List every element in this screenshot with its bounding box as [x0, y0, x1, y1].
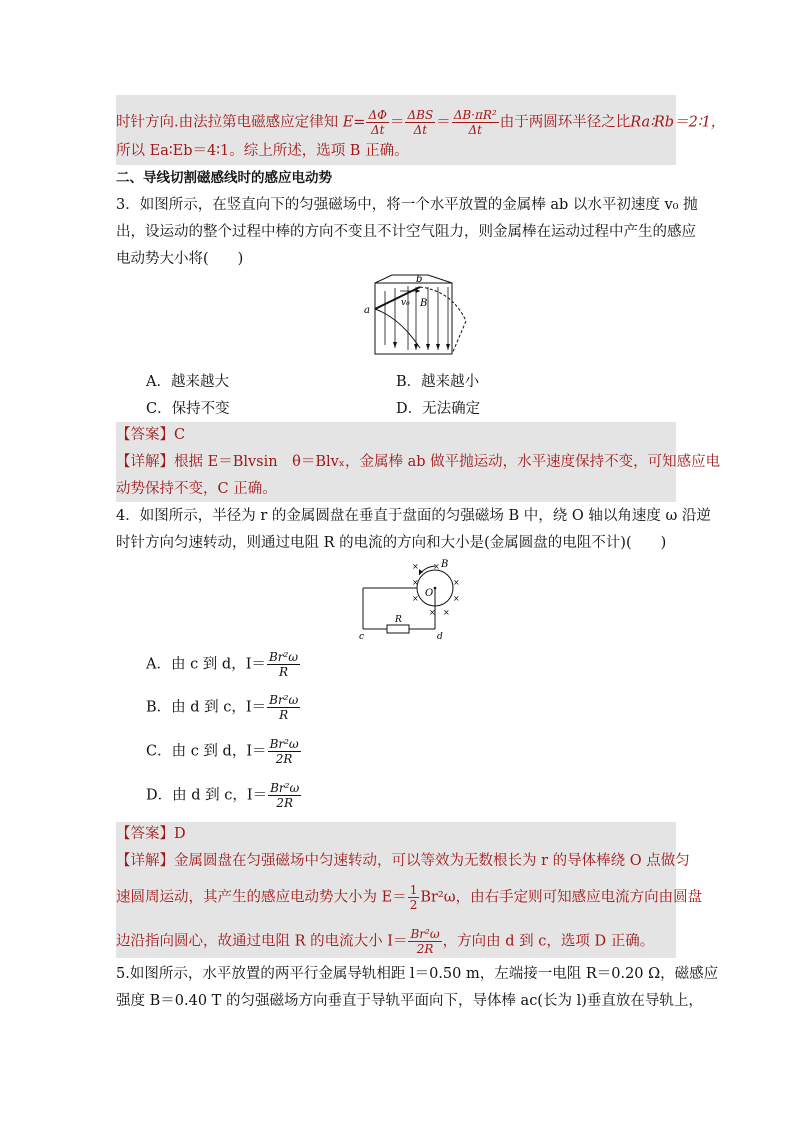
fraction-dphi-dt: $\frac{\Delta\Phi}{\Delta t}$ — [368, 108, 387, 137]
q3-label-b: b — [416, 274, 423, 285]
q4-detail-line1: 【详解】金属圆盘在匀强磁场中匀速转动，可以等效为无数根长为 r 的导体棒绕 O 点做匀 — [116, 853, 690, 869]
q4-answer: 【答案】D — [116, 826, 186, 842]
prev-answer-text-a: 时针方向.由法拉第电磁感应定律知 — [116, 114, 339, 131]
q4-option-B[interactable]: B．由 d 到 c，I＝ $\frac{\text{Br²ω}}{R}$ — [146, 693, 299, 722]
q3-detail-line1: 【详解】根据 E＝Blvsin θ＝Blvₓ，金属棒 ab 做平抛运动，水平速度保持不变，可知感应电 — [116, 454, 721, 470]
q3-detail-line2: 动势保持不变，C 正确。 — [116, 481, 277, 497]
q4-option-C[interactable]: C．由 c 到 d，I＝ $\frac{\text{Br²ω}}{2R}$ — [146, 737, 299, 766]
prev-answer-text-b: 由于两圆环半径之比 — [499, 114, 631, 131]
q4-option-A[interactable]: A．由 c 到 d，I＝ $\frac{\text{Br²ω}}{R}$ — [146, 650, 299, 679]
q3-answer: 【答案】C — [116, 427, 186, 443]
q3-option-A[interactable]: A．越来越大 — [146, 374, 229, 390]
section-title: 二、导线切割磁感线时的感应电动势 — [116, 170, 332, 186]
prev-answer-eq: E= — [342, 114, 366, 131]
q4-label-d: d — [437, 632, 443, 640]
q3-figure — [360, 273, 470, 358]
fraction-dbpir-dt: $\frac{\text{ΔB·πR²}}{\Delta t}$ — [453, 108, 497, 137]
svg-text:×: × — [433, 562, 440, 571]
q3-option-C[interactable]: C．保持不变 — [146, 401, 230, 417]
q4-label-B: B — [441, 559, 449, 570]
q3-option-B[interactable]: B．越来越小 — [396, 374, 480, 390]
q3-label-a: a — [364, 305, 370, 316]
q4-option-D[interactable]: D．由 d 到 c，I＝ $\frac{\text{Br²ω}}{2R}$ — [146, 781, 300, 810]
q3-label-v0: v₀ — [401, 298, 410, 308]
svg-text:×: × — [429, 608, 436, 617]
q4-detail-line3: 边沿指向圆心，故通过电阻 R 的电流大小 I＝ $\frac{\text{Br²ω}}{2R}$ ，方向由 d 到 c，选项 D 正确。 — [116, 927, 655, 956]
prev-answer-line2: 所以 Ea∶Eb＝4∶1。综上所述，选项 B 正确。 — [116, 143, 409, 159]
q4-label-c: c — [359, 632, 365, 640]
svg-text:×: × — [453, 594, 460, 603]
q3-stem-line2: 出，设运动的整个过程中棒的方向不变且不计空气阻力，则金属棒在运动过程中产生的感应 — [116, 224, 696, 240]
svg-text:×: × — [412, 578, 419, 587]
svg-text:×: × — [443, 608, 450, 617]
q4-stem-line1: 4．如图所示，半径为 r 的金属圆盘在垂直于盘面的匀强磁场 B 中，绕 O 轴以角速度 ω 沿逆 — [116, 508, 711, 524]
fraction-dbs-dt: $\frac{\text{ΔBS}}{\Delta t}$ — [407, 108, 434, 137]
q4-figure — [355, 555, 470, 640]
prev-answer-line1: 时针方向.由法拉第电磁感应定律知 E= $\frac{\Delta\Phi}{\Delta t}$ ＝ $\frac{\text{ΔBS}}{\Delta t}$ ＝ $\frac{\text{ΔB·πR²}}{\Delta t}$ 由于两圆环半径之比Ra∶Rb＝2∶1， — [116, 108, 726, 137]
q3-stem-line3: 电动势大小将( ) — [116, 251, 244, 267]
q5-stem-line1: 5.如图所示，水平放置的两平行金属导轨相距 l＝0.50 m，左端接一电阻 R＝0.20 Ω，磁感应 — [116, 966, 719, 982]
q3-label-B: B — [420, 298, 428, 309]
q4-label-R: R — [395, 615, 402, 625]
q5-stem-line2: 强度 B＝0.40 T 的匀强磁场方向垂直于导轨平面向下，导体棒 ac(长为 l)垂直放在导轨上， — [116, 993, 703, 1009]
svg-text:×: × — [412, 594, 419, 603]
q3-option-D[interactable]: D．无法确定 — [396, 401, 481, 417]
svg-text:×: × — [453, 578, 460, 587]
q3-stem-line1: 3．如图所示，在竖直向下的匀强磁场中，将一个水平放置的金属棒 ab 以水平初速度 v₀ 抛 — [116, 197, 698, 213]
q4-label-O: O — [425, 588, 434, 599]
svg-text:×: × — [412, 562, 419, 571]
q4-detail-line2: 速圆周运动，其产生的感应电动势大小为 E＝ $\frac{1}{2}$ Br²ω，由右手定则可知感应电流方向由圆盘 — [116, 883, 703, 912]
q4-stem-line2: 时针方向匀速转动，则通过电阻 R 的电流的方向和大小是(金属圆盘的电阻不计)( ) — [116, 535, 667, 551]
prev-answer-ratio: Ra∶Rb＝2∶1， — [630, 114, 726, 131]
